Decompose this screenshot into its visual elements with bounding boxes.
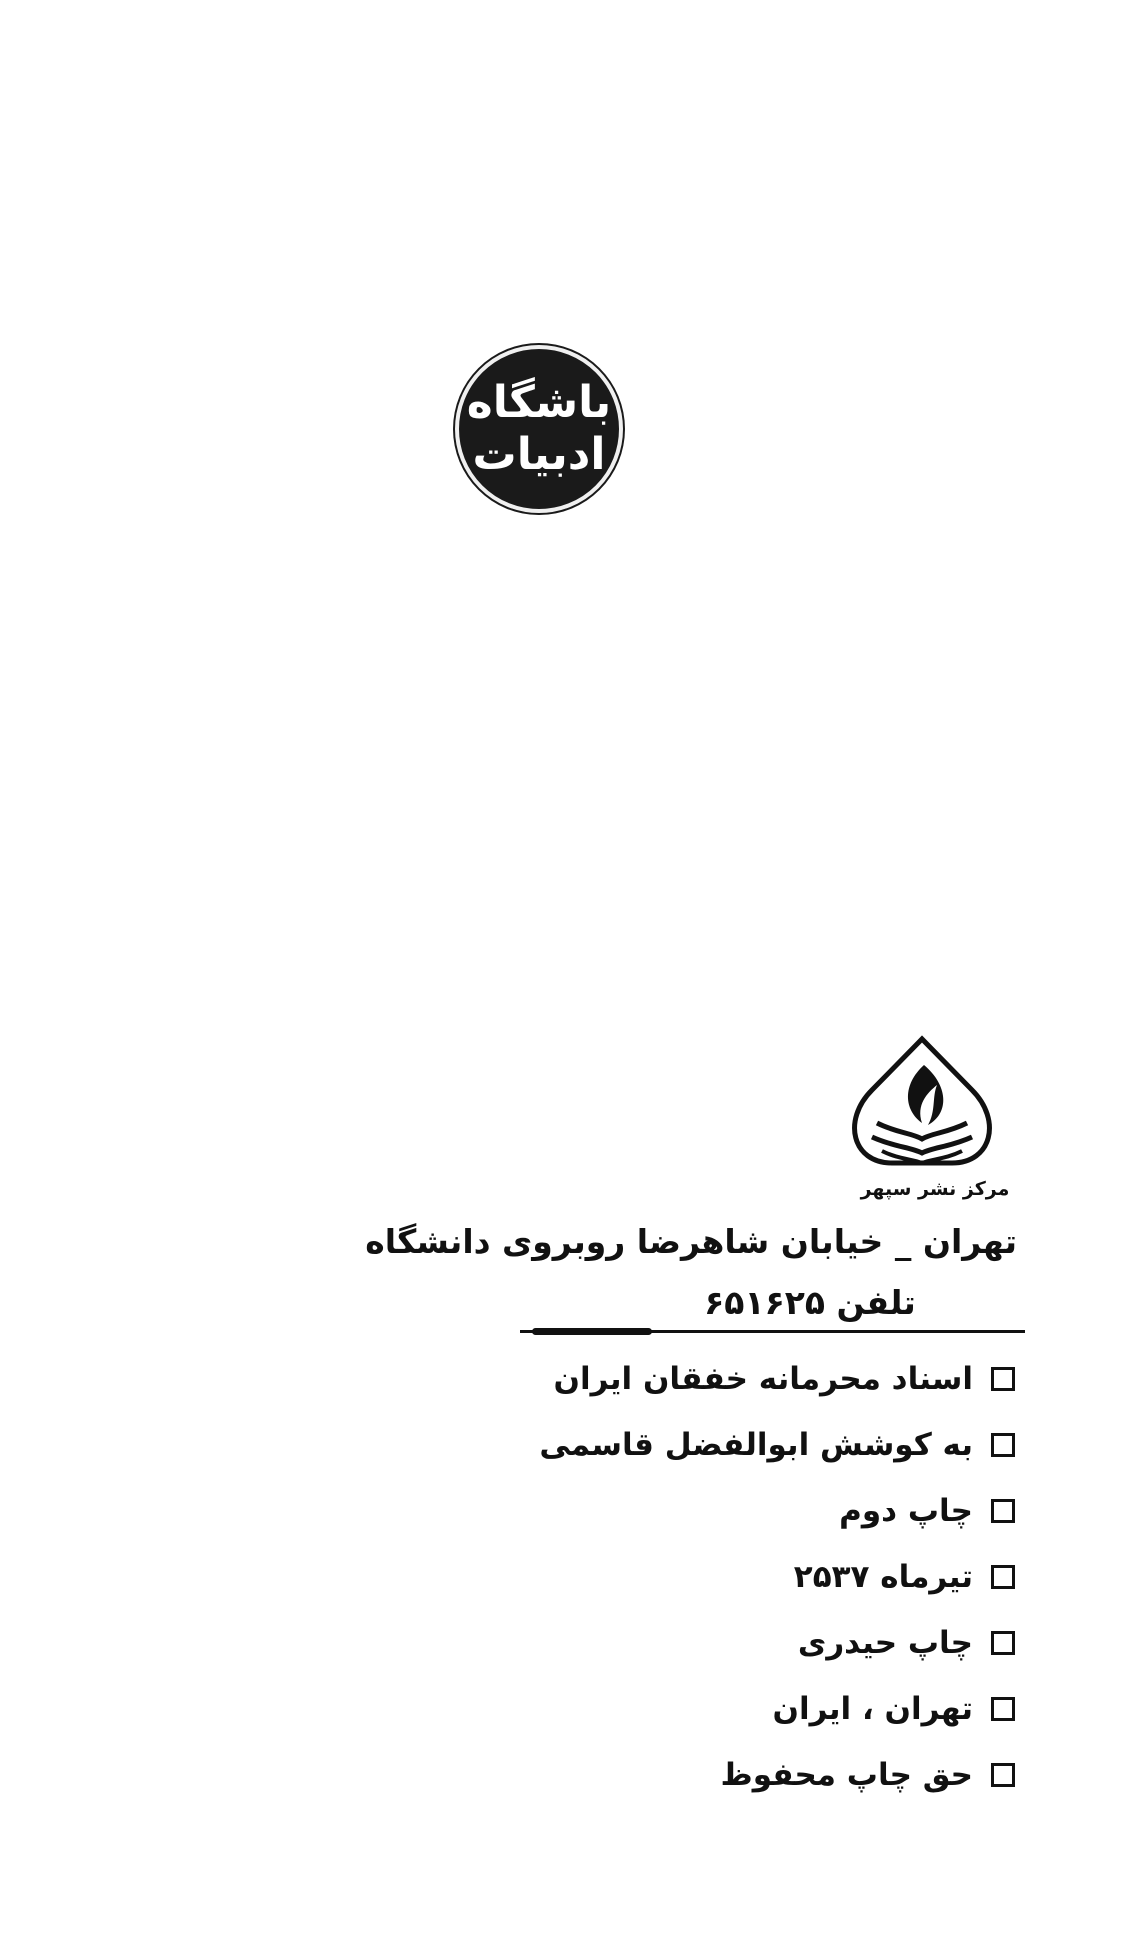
checkbox-square-icon <box>991 1763 1015 1787</box>
list-item <box>375 1610 1015 1676</box>
publisher-address: تهران _ خیابان شاهرضا روبروی دانشگاه <box>365 1222 1017 1261</box>
checkbox-square-icon <box>991 1697 1015 1721</box>
colophon-text: تهران ، ایران <box>772 1691 973 1727</box>
list-item <box>375 1742 1015 1808</box>
checkbox-square-icon <box>991 1367 1015 1391</box>
publisher-phone: تلفن ۶۵۱۶۲۵ <box>704 1283 916 1322</box>
checkbox-square-icon <box>991 1499 1015 1523</box>
list-item <box>375 1676 1015 1742</box>
publisher-logo <box>832 1035 1012 1195</box>
colophon-text: اسناد محرمانه خفقان ایران <box>553 1361 973 1397</box>
publisher-name: مرکز نشر سپهر <box>860 1178 1010 1200</box>
stamp-line-2: ادبیات <box>472 429 606 480</box>
colophon-text: حق چاپ محفوظ <box>720 1757 973 1793</box>
colophon-list <box>375 1346 1015 1808</box>
checkbox-square-icon <box>991 1631 1015 1655</box>
list-item <box>375 1412 1015 1478</box>
colophon-text: تیرماه ۲۵۳۷ <box>793 1559 973 1595</box>
checkbox-square-icon <box>991 1433 1015 1457</box>
divider-rule <box>520 1330 1025 1333</box>
colophon-text: چاپ حیدری <box>797 1625 973 1661</box>
list-item <box>375 1478 1015 1544</box>
checkbox-square-icon <box>991 1565 1015 1589</box>
list-item <box>375 1346 1015 1412</box>
list-item <box>375 1544 1015 1610</box>
library-stamp <box>455 345 623 513</box>
stamp-line-1: باشگاه <box>466 377 612 428</box>
leaf-flame-emblem-icon <box>832 1035 1012 1175</box>
colophon-text: چاپ دوم <box>839 1493 973 1529</box>
colophon-text: به کوشش ابوالفضل قاسمی <box>539 1427 973 1463</box>
